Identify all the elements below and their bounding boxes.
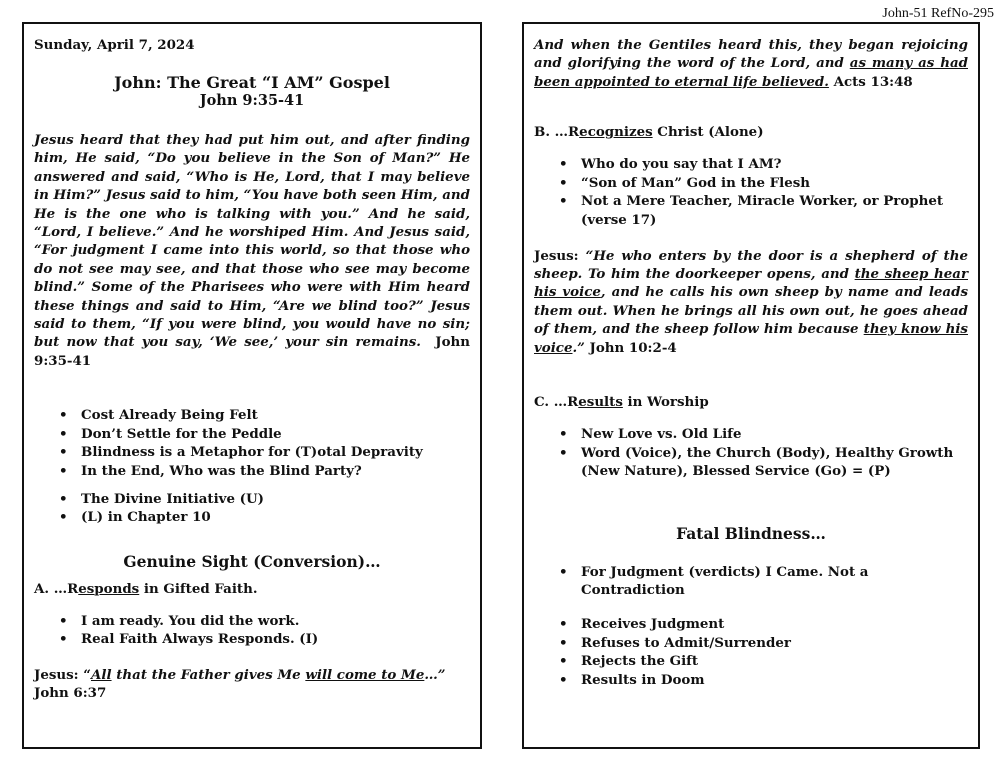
point-c-underlined: esults: [578, 394, 623, 411]
page-title: John: The Great “I AM” Gospel: [114, 73, 390, 92]
scripture-ref: John 9:35-41: [34, 334, 470, 369]
jesus-quote: [34, 666, 470, 702]
bullet-item: • Blindness is a Metaphor for (T)otal Depravity: [34, 443, 470, 462]
bullet-list: [34, 490, 470, 527]
reference-number: John-51 RefNo-295: [882, 6, 994, 21]
bullet-item: • New Love vs. Old Life: [534, 425, 968, 444]
point-a-rest: in Gifted Faith.: [139, 580, 258, 597]
quote-all: All: [90, 667, 112, 684]
bullet-item: • Receives Judgment: [534, 615, 968, 634]
jesus2-text: , and he calls his own sheep by name and leads them out. When he brings all his own out, he goes ahead of them, and the sheep follow him because: [534, 284, 969, 338]
scripture-passage: [34, 131, 470, 370]
quote-mid: that the Father gives Me: [111, 667, 306, 684]
bullet-item: • Refuses to Admit/Surrender: [534, 634, 968, 653]
bullet-item: • Not a Mere Teacher, Miracle Worker, or Prophet (verse 17): [534, 192, 968, 229]
jesus2-text: “He who enters by the door is a shepherd of the sheep. To him the doorkeeper opens, and: [534, 247, 968, 282]
acts-passage: [534, 36, 968, 91]
bullet-item: • The Divine Initiative (U): [34, 490, 470, 509]
right-panel: [522, 22, 980, 749]
bullet-item: • Who do you say that I AM?: [534, 155, 968, 174]
date: Sunday, April 7, 2024: [34, 37, 195, 53]
bullet-item: • Don’t Settle for the Peddle: [34, 425, 470, 444]
bullet-item: • I am ready. You did the work.: [34, 612, 470, 631]
point-a-underlined: esponds: [78, 580, 140, 597]
bullet-item: • In the End, Who was the Blind Party?: [34, 462, 470, 481]
quote-speaker: Jesus: “: [34, 667, 91, 684]
quote-will: will come to Me: [305, 667, 425, 684]
point-b-underlined: ecognizes: [579, 124, 653, 141]
point-b-rest: Christ (Alone): [652, 124, 764, 141]
acts-ref: Acts 13:48: [828, 73, 913, 90]
bullet-item: • Rejects the Gift: [534, 652, 968, 671]
bullet-list: [534, 615, 968, 689]
quote-ref: John 6:37: [34, 685, 107, 702]
jesus2-speaker: Jesus:: [534, 247, 586, 264]
point-a: [34, 580, 470, 598]
point-c: [534, 393, 968, 411]
jesus2-underlined: the sheep hear his voice: [534, 266, 968, 301]
bullet-list: [534, 155, 968, 229]
bullet-item: • Cost Already Being Felt: [34, 406, 470, 425]
section-title: Genuine Sight (Conversion)…: [123, 551, 381, 571]
bullet-item: • “Son of Man” God in the Flesh: [534, 174, 968, 193]
bullet-item: • Word (Voice), the Church (Body), Healthy Growth (New Nature), Blessed Service (Go) = (P): [534, 444, 968, 481]
page-subtitle: John 9:35-41: [199, 92, 305, 109]
point-b-prefix: B. …R: [534, 124, 580, 141]
quote-end: …”: [424, 667, 446, 684]
bullet-list: [534, 425, 968, 481]
jesus2-ref: John 10:2-4: [584, 339, 677, 356]
jesus2-underlined: they know his voice: [534, 321, 968, 356]
bullet-item: • Real Faith Always Responds. (I): [34, 630, 470, 649]
bullet-item: • (L) in Chapter 10: [34, 508, 470, 527]
section-title: Fatal Blindness…: [676, 523, 826, 543]
acts-text: And when the Gentiles heard this, they began rejoicing and glorifying the word of the Lord, and: [534, 37, 968, 72]
point-c-rest: in Worship: [622, 394, 709, 411]
bullet-list: [34, 406, 470, 480]
point-b: [534, 123, 968, 141]
bullet-item: • Results in Doom: [534, 671, 968, 690]
bullet-list: [34, 612, 470, 649]
left-panel: [22, 22, 482, 749]
point-a-prefix: A. …R: [34, 580, 79, 597]
jesus2-text: .”: [572, 339, 585, 356]
bullet-item: • For Judgment (verdicts) I Came. Not a Contradiction: [534, 563, 968, 600]
acts-underlined: as many as had been appointed to eternal life believed.: [534, 55, 968, 90]
scripture-text: Jesus heard that they had put him out, and after finding him, He said, “Do you believe in the Son of Man?” He answered and said, “Who is He, Lord, that I may believe in Him?” Jesus said to him, “You have both seen Him, and He is the one who is talking with you.” And he said, “Lord, I believe.” And he worshiped Him. And Jesus said, “For judgment I came into this world, so that those who do not see may see, and that those who see may become blind.” Some of the Pharisees who were with Him heard these things and said to Him, “Are we blind too?” Jesus said to them, “If you were blind, you would have no sin; but now that you say, ‘We see,’ your sin remains.: [34, 132, 470, 351]
point-c-prefix: C. …R: [534, 394, 579, 411]
jesus-passage: [534, 247, 968, 357]
bullet-list: [534, 563, 968, 600]
